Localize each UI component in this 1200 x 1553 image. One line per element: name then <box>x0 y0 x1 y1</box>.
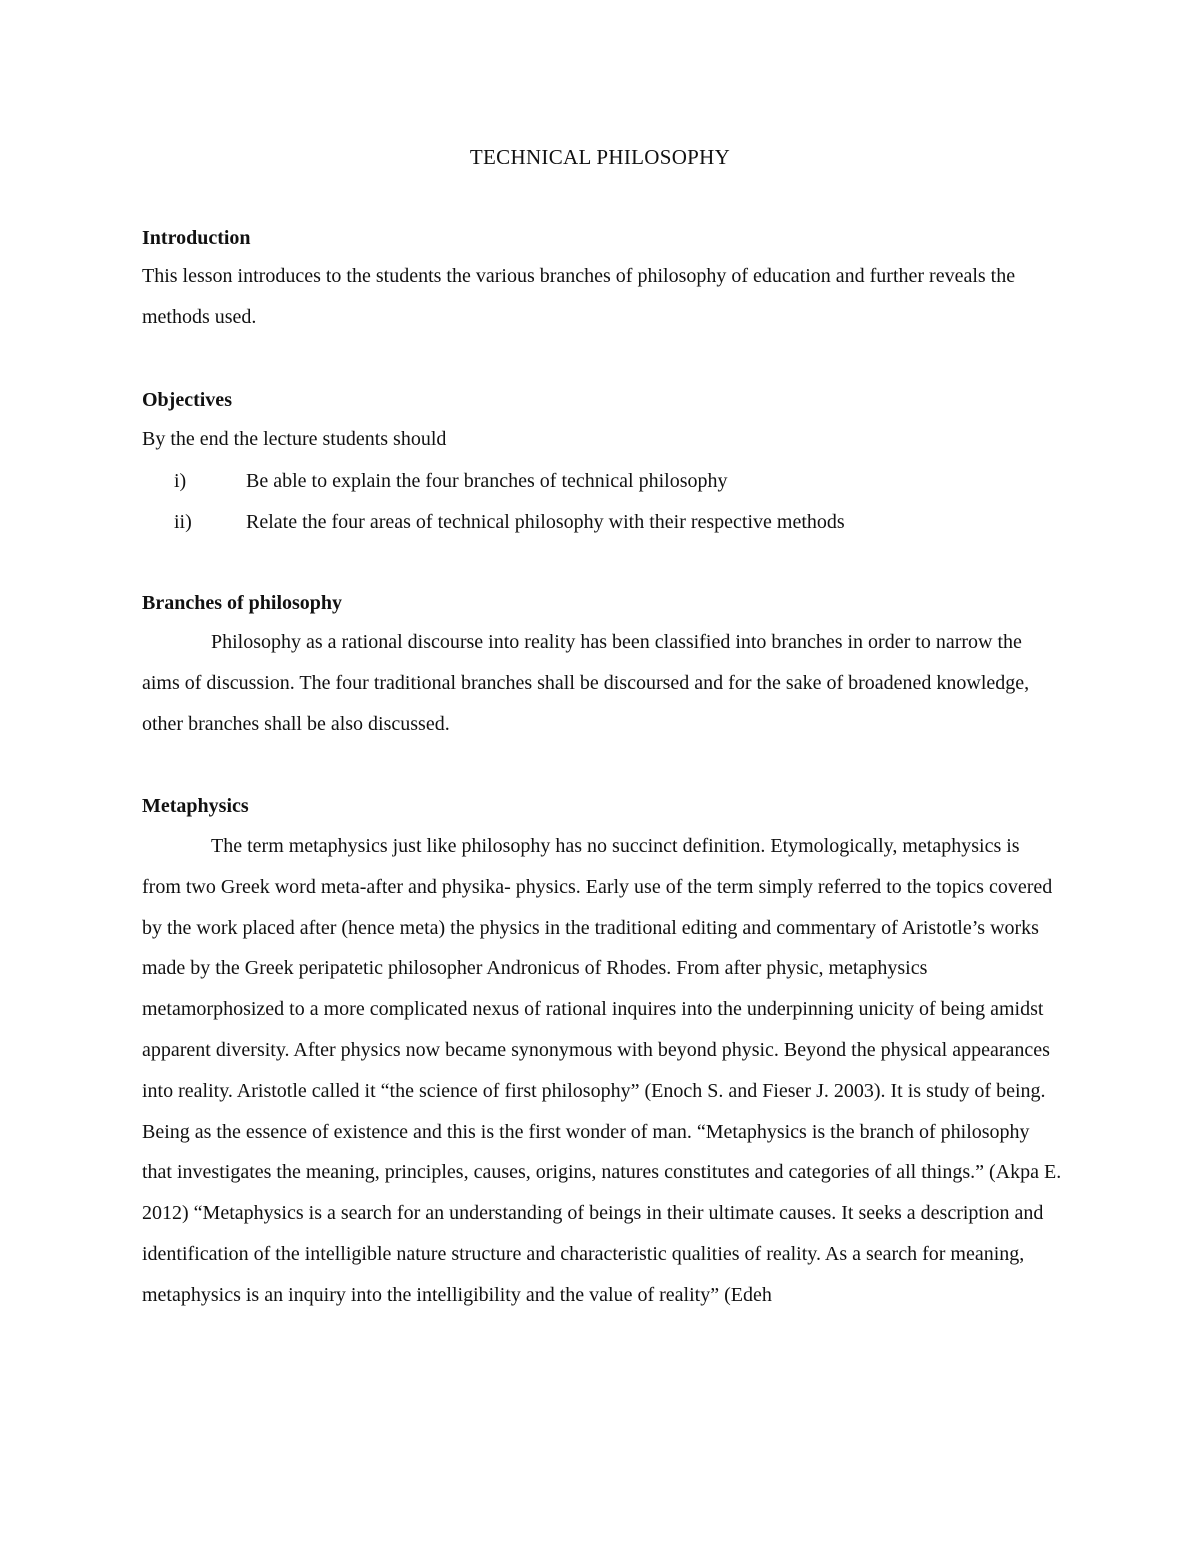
objective-marker: i) <box>174 470 187 492</box>
branches-paragraph: Philosophy as a rational discourse into reality has been classified into branches in order to narrow the aims of discussion. The four traditional branches shall be discoursed and for the sake of broadened knowledge, other branches shall be also discussed. <box>142 631 1030 735</box>
metaphysics-paragraph: The term metaphysics just like philosophy has no succinct definition. Etymologically, metaphysics is from two Greek word meta-after and physika- physics. Early use of the term simply referred to the topics covered by the work placed after (hence meta) the physics in the traditional editing and commentary of Aristotle’s works made by the Greek peripatetic philosopher Andronicus of Rhodes. From after physic, metaphysics metamorphosized to a more complicated nexus of rational inquires into the underpinning unicity of being amidst apparent diversity. After physics now became synonymous with beyond physic. Beyond the physical appearances into reality. Aristotle called it “the science of first philosophy” (Enoch S. and Fieser J. 2003). It is study of being. Being as the essence of existence and this is the first wonder of man. “Metaphysics is the branch of philosophy that investigates the meaning, principles, causes, origins, natures constitutes and categories of all things.” (Akpa E. 2012) “Metaphysics is a search for an understanding of beings in their ultimate causes. It seeks a description and identification of the intelligible nature structure and characteristic qualities of reality. As a search for meaning, metaphysics is an inquiry into the intelligibility and the value of reality” (Edeh <box>142 835 1062 1306</box>
introduction-paragraph: This lesson introduces to the students the various branches of philosophy of education and further reveals the methods used. <box>142 265 1016 328</box>
objective-text: Be able to explain the four branches of technical philosophy <box>246 470 728 492</box>
objectives-heading: Objectives <box>142 389 232 411</box>
document-title: TECHNICAL PHILOSOPHY <box>469 145 731 169</box>
objective-text: Relate the four areas of technical philosophy with their respective methods <box>246 511 845 533</box>
introduction-heading: Introduction <box>142 227 251 249</box>
objectives-lead: By the end the lecture students should <box>142 428 447 450</box>
branches-heading: Branches of philosophy <box>142 592 343 614</box>
metaphysics-heading: Metaphysics <box>142 795 249 817</box>
objective-marker: ii) <box>174 511 192 533</box>
